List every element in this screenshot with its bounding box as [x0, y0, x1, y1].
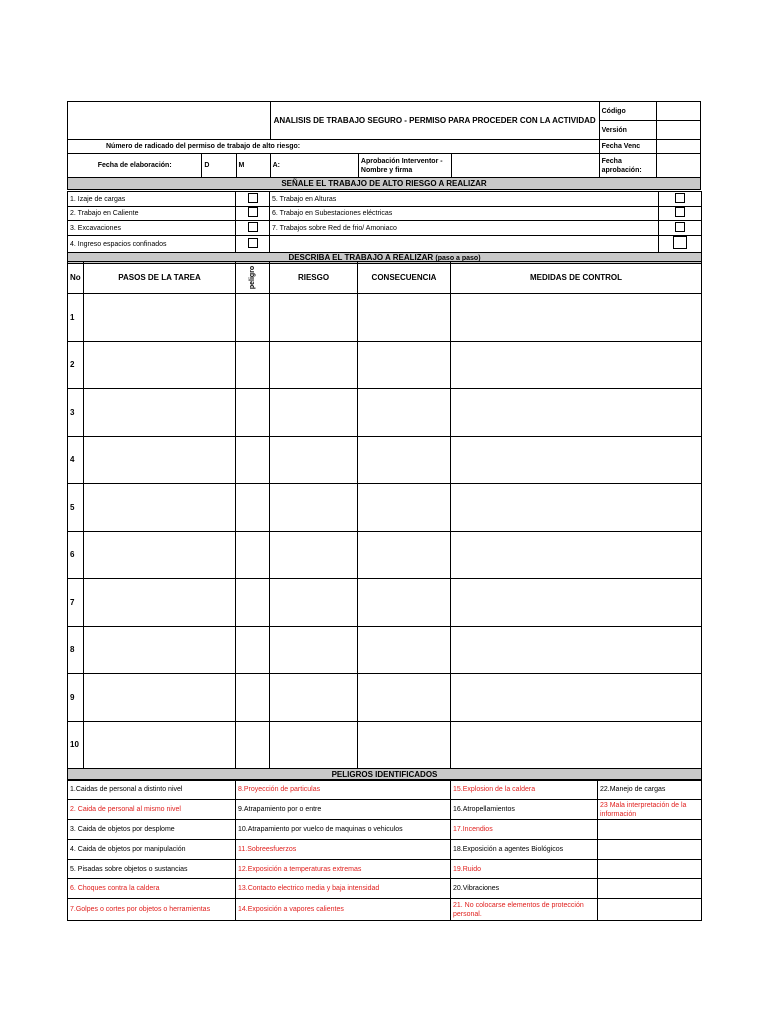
- aprobacion-interventor-label: Aprobación Interventor - Nombre y firma: [358, 154, 451, 178]
- peligro-item: 15.Explosion de la caldera: [451, 780, 598, 800]
- step-consecuencia-cell[interactable]: [358, 626, 451, 674]
- step-row: [68, 579, 702, 627]
- peligro-item: 12.Exposición a temperaturas extremas: [236, 860, 451, 879]
- fecha-aprobacion-label: Fecha aprobación:: [599, 154, 656, 178]
- step-riesgo-cell[interactable]: [270, 294, 358, 342]
- step-number: 10: [68, 721, 84, 769]
- trabajo-checkbox[interactable]: [659, 192, 702, 207]
- peligro-item: 13.Contacto electrico media y baja intensidad: [236, 879, 451, 899]
- col-no: No: [68, 262, 84, 294]
- step-row: [68, 674, 702, 722]
- step-consecuencia-cell[interactable]: [358, 436, 451, 484]
- step-task-cell[interactable]: [84, 579, 236, 627]
- peligro-item: 1.Caidas de personal a distinto nivel: [68, 780, 236, 800]
- peligro-row: [68, 780, 702, 800]
- step-riesgo-cell[interactable]: [270, 579, 358, 627]
- step-row: [68, 389, 702, 437]
- peligro-item: [598, 899, 702, 921]
- peligro-item: 16.Atropellamientos: [451, 800, 598, 820]
- trabajo-left-label: 4. Ingreso espacios confinados: [68, 236, 236, 253]
- peligros-table: [67, 779, 702, 921]
- step-task-cell[interactable]: [84, 531, 236, 579]
- fecha-elaboracion-label: Fecha de elaboración:: [68, 154, 202, 178]
- trabajo-checkbox[interactable]: [659, 236, 702, 253]
- pasos-table: [67, 261, 702, 781]
- step-number: 3: [68, 389, 84, 437]
- trabajo-checkbox[interactable]: [236, 207, 270, 221]
- logo-cell: [68, 102, 271, 140]
- col-medidas: MEDIDAS DE CONTROL: [451, 262, 702, 294]
- col-pasos: PASOS DE LA TAREA: [84, 262, 236, 294]
- month-field[interactable]: M: [236, 154, 270, 178]
- section-peligros: PELIGROS IDENTIFICADOS: [68, 769, 702, 781]
- trabajo-left-label: 3. Excavaciones: [68, 221, 236, 236]
- trabajo-right-label: 6. Trabajo en Subestaciones eléctricas: [270, 207, 659, 221]
- step-medidas-cell[interactable]: [451, 531, 702, 579]
- step-medidas-cell[interactable]: [451, 579, 702, 627]
- step-riesgo-cell[interactable]: [270, 531, 358, 579]
- step-consecuencia-cell[interactable]: [358, 721, 451, 769]
- step-task-cell[interactable]: [84, 389, 236, 437]
- peligro-item: 10.Atrapamiento por vuelco de maquinas o vehiculos: [236, 820, 451, 840]
- step-consecuencia-cell[interactable]: [358, 674, 451, 722]
- trabajo-row: [68, 207, 702, 221]
- form-header-table: [67, 101, 701, 190]
- year-field[interactable]: A:: [270, 154, 358, 178]
- col-peligro: [236, 262, 270, 294]
- step-row: [68, 294, 702, 342]
- step-peligro-cell[interactable]: [236, 484, 270, 532]
- step-number: 2: [68, 341, 84, 389]
- step-number: 9: [68, 674, 84, 722]
- col-peligro-label: peligro: [249, 265, 256, 290]
- day-field[interactable]: D: [202, 154, 236, 178]
- fecha-venc-value[interactable]: [656, 140, 700, 154]
- step-task-cell[interactable]: [84, 626, 236, 674]
- step-number: 6: [68, 531, 84, 579]
- peligro-item: [598, 860, 702, 879]
- step-medidas-cell[interactable]: [451, 674, 702, 722]
- peligro-item: 8.Proyección de particulas: [236, 780, 451, 800]
- step-task-cell[interactable]: [84, 721, 236, 769]
- peligro-row: [68, 820, 702, 840]
- trabajos-table: [67, 191, 702, 264]
- col-riesgo: RIESGO: [270, 262, 358, 294]
- peligro-row: [68, 879, 702, 899]
- peligro-row: [68, 840, 702, 860]
- peligro-item: 20.Vibraciones: [451, 879, 598, 899]
- step-row: [68, 484, 702, 532]
- step-consecuencia-cell[interactable]: [358, 531, 451, 579]
- trabajo-left-label: 1. Izaje de cargas: [68, 192, 236, 207]
- fecha-aprobacion-value[interactable]: [656, 154, 700, 178]
- step-peligro-cell[interactable]: [236, 294, 270, 342]
- step-medidas-cell[interactable]: [451, 341, 702, 389]
- section-describa-sub: (paso a paso): [435, 255, 481, 262]
- step-peligro-cell[interactable]: [236, 721, 270, 769]
- peligro-item: 11.Sobreesfuerzos: [236, 840, 451, 860]
- trabajo-checkbox[interactable]: [236, 192, 270, 207]
- step-medidas-cell[interactable]: [451, 626, 702, 674]
- step-riesgo-cell[interactable]: [270, 626, 358, 674]
- peligro-row: [68, 860, 702, 879]
- step-task-cell[interactable]: [84, 484, 236, 532]
- section-senale: SEÑALE EL TRABAJO DE ALTO RIESGO A REALIZAR: [68, 178, 701, 190]
- peligro-item: 5. Pisadas sobre objetos o sustancias: [68, 860, 236, 879]
- step-medidas-cell[interactable]: [451, 721, 702, 769]
- peligro-item: 17.Incendios: [451, 820, 598, 840]
- step-task-cell[interactable]: [84, 341, 236, 389]
- col-consecuencia: CONSECUENCIA: [358, 262, 451, 294]
- step-row: [68, 721, 702, 769]
- step-row: [68, 531, 702, 579]
- step-peligro-cell[interactable]: [236, 626, 270, 674]
- peligro-item: [598, 840, 702, 860]
- peligro-item: 23 Mala interpretación de la información: [598, 800, 702, 820]
- peligro-item: 7.Golpes o cortes por objetos o herramientas: [68, 899, 236, 921]
- codigo-label: Código: [599, 102, 656, 121]
- trabajo-checkbox[interactable]: [236, 221, 270, 236]
- step-number: 8: [68, 626, 84, 674]
- step-consecuencia-cell[interactable]: [358, 579, 451, 627]
- step-number: 1: [68, 294, 84, 342]
- version-label: Versión: [599, 121, 656, 140]
- trabajo-row: [68, 192, 702, 207]
- step-medidas-cell[interactable]: [451, 436, 702, 484]
- peligro-item: 21. No colocarse elementos de protección personal.: [451, 899, 598, 921]
- step-peligro-cell[interactable]: [236, 341, 270, 389]
- step-riesgo-cell[interactable]: [270, 484, 358, 532]
- step-consecuencia-cell[interactable]: [358, 294, 451, 342]
- step-peligro-cell[interactable]: [236, 674, 270, 722]
- trabajo-row: [68, 221, 702, 236]
- step-medidas-cell[interactable]: [451, 484, 702, 532]
- peligro-item: [598, 820, 702, 840]
- peligro-item: 4. Caida de objetos por manipulación: [68, 840, 236, 860]
- step-peligro-cell[interactable]: [236, 579, 270, 627]
- step-riesgo-cell[interactable]: [270, 721, 358, 769]
- fecha-venc-label: Fecha Venc: [599, 140, 656, 154]
- trabajo-checkbox[interactable]: [659, 207, 702, 221]
- peligro-item: 3. Caida de objetos por desplome: [68, 820, 236, 840]
- step-peligro-cell[interactable]: [236, 531, 270, 579]
- step-number: 7: [68, 579, 84, 627]
- step-peligro-cell[interactable]: [236, 389, 270, 437]
- peligro-row: [68, 899, 702, 921]
- peligro-item: 14.Exposición a vapores calientes: [236, 899, 451, 921]
- peligro-item: 18.Exposición a agentes Biológicos: [451, 840, 598, 860]
- step-consecuencia-cell[interactable]: [358, 389, 451, 437]
- trabajo-checkbox[interactable]: [236, 236, 270, 253]
- section-describa-title: DESCRIBA EL TRABAJO A REALIZAR: [288, 253, 434, 262]
- step-medidas-cell[interactable]: [451, 389, 702, 437]
- step-riesgo-cell[interactable]: [270, 674, 358, 722]
- trabajo-row: [68, 236, 702, 253]
- peligro-item: 2. Caida de personal al mismo nivel: [68, 800, 236, 820]
- step-peligro-cell[interactable]: [236, 436, 270, 484]
- version-value[interactable]: [656, 121, 700, 140]
- step-task-cell[interactable]: [84, 294, 236, 342]
- codigo-value[interactable]: [656, 102, 700, 121]
- step-row: [68, 341, 702, 389]
- trabajo-right-label: 7. Trabajos sobre Red de frio/ Amoniaco: [270, 221, 659, 236]
- step-number: 4: [68, 436, 84, 484]
- trabajo-right-label: 5. Trabajo en Alturas: [270, 192, 659, 207]
- peligro-row: [68, 800, 702, 820]
- peligro-item: 19.Ruido: [451, 860, 598, 879]
- aprobacion-interventor-value[interactable]: [452, 154, 599, 178]
- step-row: [68, 436, 702, 484]
- step-riesgo-cell[interactable]: [270, 436, 358, 484]
- form-title: ANALISIS DE TRABAJO SEGURO - PERMISO PARA PROCEDER CON LA ACTIVIDAD: [270, 102, 599, 140]
- step-consecuencia-cell[interactable]: [358, 484, 451, 532]
- step-task-cell[interactable]: [84, 674, 236, 722]
- peligro-item: 22.Manejo de cargas: [598, 780, 702, 800]
- peligro-item: [598, 879, 702, 899]
- step-task-cell[interactable]: [84, 436, 236, 484]
- step-row: [68, 626, 702, 674]
- step-riesgo-cell[interactable]: [270, 389, 358, 437]
- trabajo-left-label: 2. Trabajo en Caliente: [68, 207, 236, 221]
- peligro-item: 6. Choques contra la caldera: [68, 879, 236, 899]
- step-riesgo-cell[interactable]: [270, 341, 358, 389]
- step-consecuencia-cell[interactable]: [358, 341, 451, 389]
- radicado-label: Número de radicado del permiso de trabajo de alto riesgo:: [68, 140, 600, 154]
- step-number: 5: [68, 484, 84, 532]
- trabajo-right-label: [270, 236, 659, 253]
- peligro-item: 9.Atrapamiento por o entre: [236, 800, 451, 820]
- step-medidas-cell[interactable]: [451, 294, 702, 342]
- trabajo-checkbox[interactable]: [659, 221, 702, 236]
